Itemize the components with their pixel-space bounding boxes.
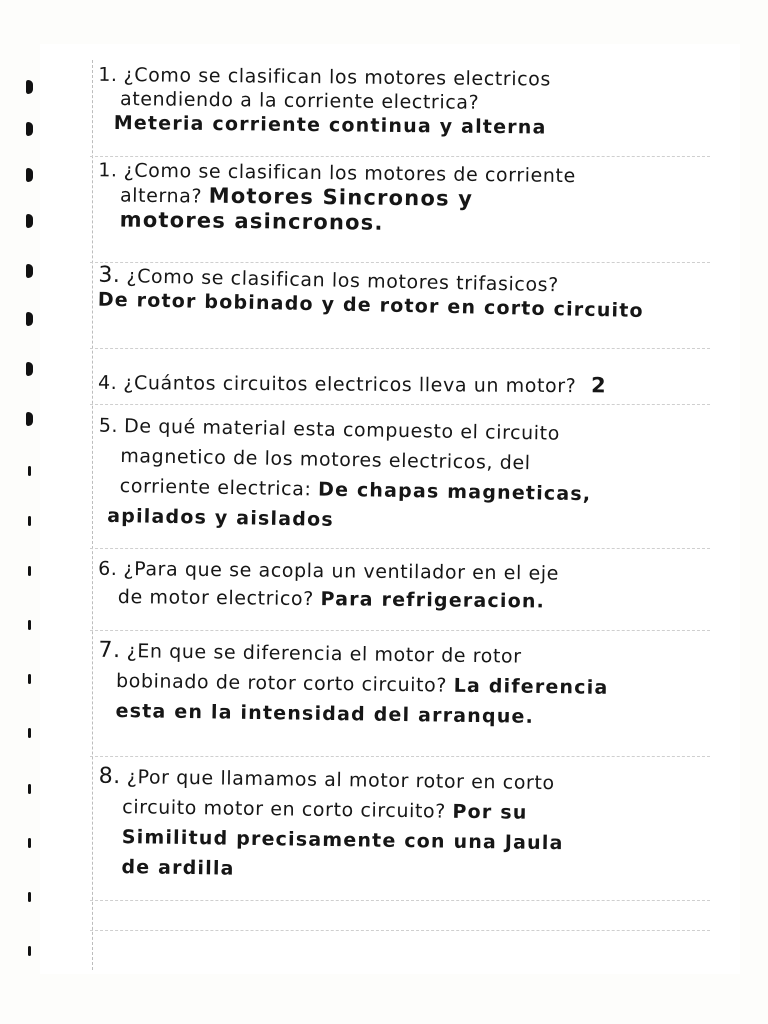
binder-hole bbox=[26, 312, 33, 326]
question-line bbox=[98, 370, 708, 399]
answer-text: 2 bbox=[590, 373, 607, 398]
ruled-line bbox=[90, 548, 710, 549]
binder-hole bbox=[26, 122, 33, 136]
question-text: ¿Como se clasifican los motores de corriente bbox=[123, 159, 576, 188]
question-text: circuito motor en corto circuito? bbox=[122, 796, 447, 823]
answer-text: Por su bbox=[452, 800, 528, 824]
binder-hole bbox=[28, 728, 31, 738]
question-number: 4. bbox=[97, 371, 118, 395]
question-text: ¿Como se clasifican los motores trifasicos? bbox=[126, 265, 560, 297]
answer-text: De rotor bobinado y de rotor en corto circuito bbox=[97, 288, 645, 323]
question-text: corriente electrica: bbox=[119, 475, 312, 501]
binder-hole bbox=[28, 466, 31, 476]
question-number: 5. bbox=[98, 414, 119, 438]
question-7 bbox=[97, 636, 708, 735]
answer-text: esta en la intensidad del arranque. bbox=[115, 699, 535, 728]
answer-text: La diferencia bbox=[453, 674, 609, 699]
binder-hole bbox=[28, 784, 31, 794]
binder-hole bbox=[28, 566, 31, 576]
question-number: 6. bbox=[98, 557, 118, 581]
question-text: ¿Para que se acopla un ventilador en el eje bbox=[123, 558, 560, 585]
ruled-line bbox=[90, 630, 710, 631]
question-2 bbox=[98, 158, 709, 238]
question-6 bbox=[98, 555, 709, 617]
binder-hole bbox=[28, 838, 31, 848]
binder-hole bbox=[26, 168, 33, 182]
binder-hole bbox=[26, 412, 33, 426]
answer-text: Para refrigeracion. bbox=[320, 588, 546, 613]
ruled-line bbox=[90, 756, 710, 757]
ruled-line bbox=[90, 262, 710, 263]
binder-hole bbox=[26, 214, 33, 228]
binder-hole bbox=[26, 362, 33, 376]
ruled-line bbox=[90, 404, 710, 405]
question-text: magnetico de los motores electricos, del bbox=[120, 445, 531, 475]
answer-text: Motores Sincronos y bbox=[208, 183, 474, 211]
question-text: ¿Por que llamamos al motor rotor en corto bbox=[126, 766, 555, 795]
question-text: De qué material esta compuesto el circuito bbox=[123, 415, 561, 445]
answer-text: apilados y aislados bbox=[107, 504, 335, 531]
binder-hole bbox=[26, 264, 33, 278]
binder-hole bbox=[26, 80, 33, 94]
question-number: 3. bbox=[98, 262, 121, 289]
answer-text: Meteria corriente continua y alterna bbox=[113, 111, 547, 139]
answer-text: motores asincronos. bbox=[119, 207, 384, 235]
question-1 bbox=[98, 63, 709, 141]
answer-text: De chapas magneticas, bbox=[317, 478, 592, 506]
answer-text: Similitud precisamente con una Jaula bbox=[121, 826, 564, 855]
ruled-line bbox=[90, 348, 710, 349]
question-text: ¿Como se clasifican los motores electricos bbox=[123, 64, 552, 91]
question-text: atendiendo a la corriente electrica? bbox=[119, 88, 480, 114]
binder-hole bbox=[28, 516, 31, 526]
question-number: 8. bbox=[98, 763, 122, 790]
ruled-line bbox=[90, 156, 710, 157]
question-8 bbox=[97, 762, 709, 891]
ruled-line bbox=[90, 900, 710, 901]
question-number: 1. bbox=[98, 63, 118, 87]
question-text: alterna? bbox=[119, 184, 203, 208]
binder-hole bbox=[28, 892, 31, 902]
binder-hole bbox=[28, 620, 31, 630]
margin-line bbox=[92, 60, 93, 970]
question-text: ¿Cuántos circuitos electricos lleva un motor? bbox=[123, 372, 577, 398]
binder-hole bbox=[28, 946, 31, 956]
ruled-line bbox=[90, 930, 710, 931]
question-number: 7. bbox=[98, 637, 121, 664]
question-text: de motor electrico? bbox=[117, 586, 315, 611]
question-text: ¿En que se diferencia el motor de rotor bbox=[126, 640, 522, 668]
binder-holes bbox=[0, 0, 40, 1024]
binder-hole bbox=[28, 674, 31, 684]
question-text: bobinado de rotor corto circuito? bbox=[115, 669, 448, 697]
question-number: 1. bbox=[98, 159, 118, 182]
question-4 bbox=[98, 370, 708, 399]
answer-text: de ardilla bbox=[121, 856, 235, 880]
question-5 bbox=[97, 411, 709, 542]
